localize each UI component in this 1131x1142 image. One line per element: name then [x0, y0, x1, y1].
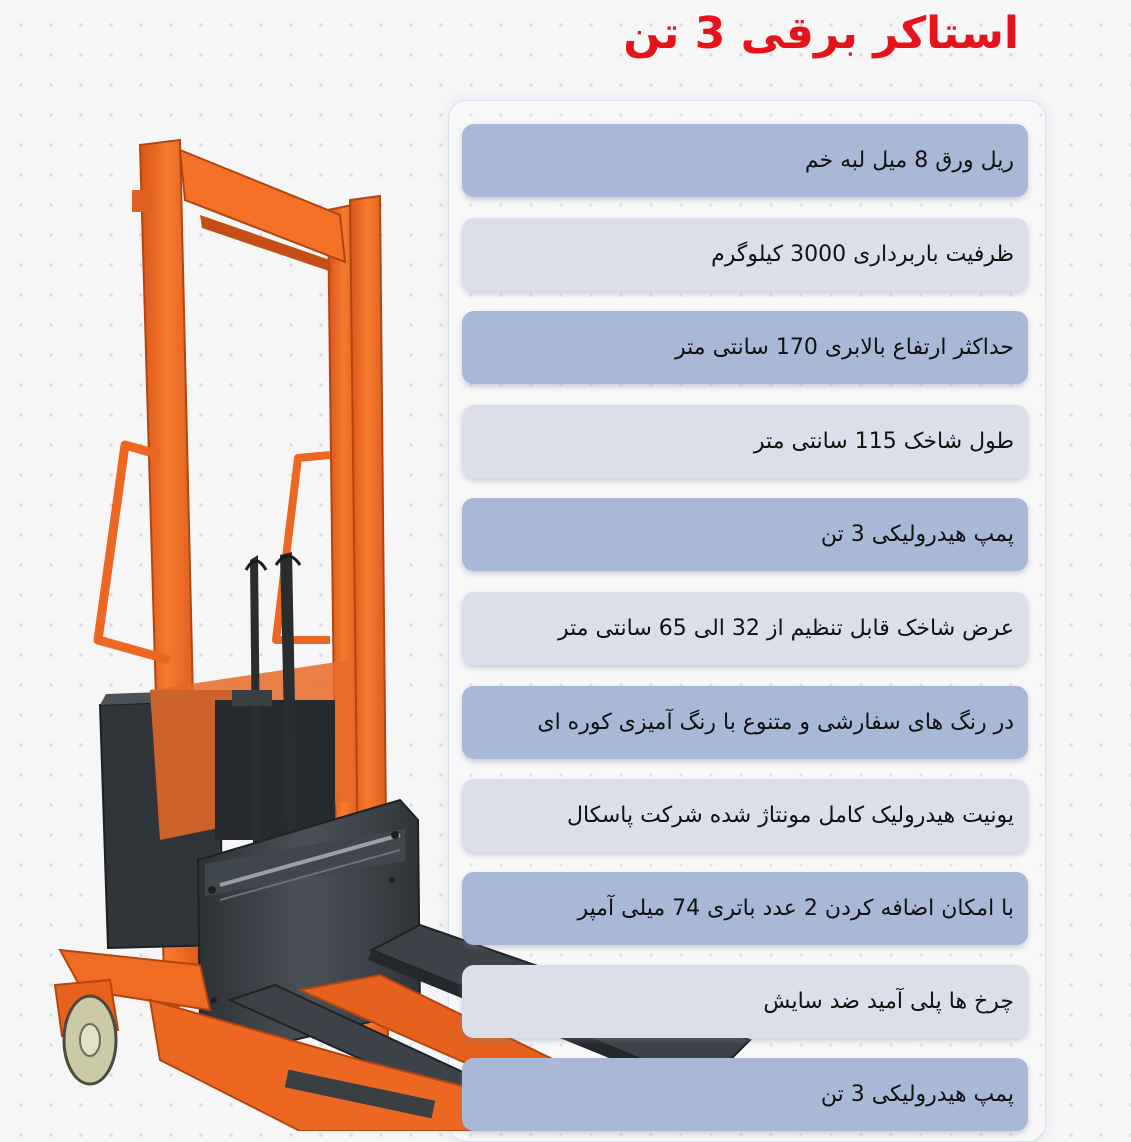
spec-item-2	[462, 218, 1028, 291]
spec-item-9	[462, 872, 1028, 945]
spec-text: در رنگ های سفارشی و متنوع با رنگ آمیزی کوره ای	[537, 710, 1014, 735]
spec-text: ریل ورق 8 میل لبه خم	[804, 148, 1014, 173]
page-title: استاکر برقی 3 تن	[623, 8, 1019, 59]
spec-item-8	[462, 779, 1028, 852]
spec-text: با امکان اضافه کردن 2 عدد باتری 74 میلی آمپر	[577, 896, 1014, 921]
spec-item-6	[462, 592, 1028, 665]
spec-item-4	[462, 405, 1028, 478]
spec-text: طول شاخک 115 سانتی متر	[753, 429, 1014, 454]
spec-text: ظرفیت باربرداری 3000 کیلوگرم	[711, 242, 1014, 267]
spec-text: پمپ هیدرولیکی 3 تن	[820, 522, 1014, 547]
spec-item-10	[462, 965, 1028, 1038]
spec-item-7	[462, 686, 1028, 759]
spec-item-5	[462, 498, 1028, 571]
spec-text: پمپ هیدرولیکی 3 تن	[820, 1082, 1014, 1107]
spec-text: حداکثر ارتفاع بالابری 170 سانتی متر	[675, 335, 1014, 360]
spec-item-3	[462, 311, 1028, 384]
spec-text: عرض شاخک قابل تنظیم از 32 الی 65 سانتی متر	[557, 616, 1014, 641]
spec-item-1	[462, 124, 1028, 197]
spec-item-11	[462, 1058, 1028, 1131]
spec-text: یونیت هیدرولیک کامل مونتاژ شده شرکت پاسکال	[567, 803, 1014, 828]
spec-text: چرخ ها پلی آمید ضد سایش	[763, 989, 1014, 1014]
